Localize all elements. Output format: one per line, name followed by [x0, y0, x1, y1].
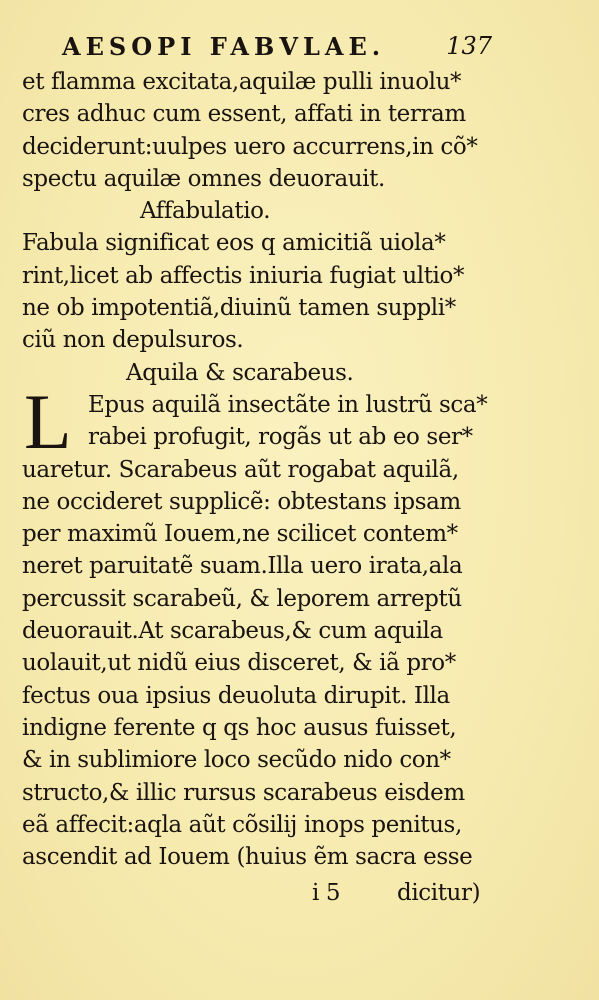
text-line: rint,licet ab affectis iniuria fugiat ultio*	[22, 262, 465, 289]
text-line: deciderunt:uulpes uero accurrens,in cõ*	[22, 133, 478, 160]
text-line-content: Epus aquilã insectãte in lustrũ sca*	[88, 391, 488, 418]
text-line: fectus oua ipsius deuoluta dirupit. Illa	[22, 682, 450, 709]
text-line: eã affecit:aqla aũt cõsilij inops penitus,	[22, 811, 462, 838]
text-line: rabei profugit, rogãs ut ab eo ser*	[88, 424, 473, 451]
text-line: indigne ferente q qs hoc ausus fuisset,	[22, 714, 457, 741]
page-number: 137	[446, 32, 492, 60]
signature-mark: i 5	[312, 880, 341, 907]
text-line: Fabula significat eos q amicitiã uiola*	[22, 230, 446, 257]
page-footer	[22, 877, 492, 909]
drop-cap: L	[24, 377, 72, 465]
text-line: per maximũ Iouem,ne scilicet contem*	[22, 521, 458, 548]
text-line: ne ob impotentiã,diuinũ tamen suppli*	[22, 295, 456, 322]
text-line: ciũ non depulsuros.	[22, 327, 244, 354]
text-line: neret paruitatẽ suam.Illa uero irata,ala	[22, 553, 463, 580]
text-line: et flamma excitata,aquilæ pulli inuolu*	[22, 69, 462, 95]
text-line: uolauit,ut nidũ eius disceret, & iã pro*	[22, 650, 456, 677]
text-line: deuorauit.At scarabeus,& cum aquila	[22, 618, 443, 645]
running-title: AESOPI FABVLAE.	[62, 32, 386, 61]
text-line: & in sublimiore loco secũdo nido con*	[22, 747, 451, 774]
page-header	[62, 32, 492, 62]
text-line: spectu aquilæ omnes deuorauit.	[22, 165, 385, 192]
fable-title: Aquila & scarabeus.	[126, 359, 354, 386]
text-line: cres adhuc cum essent, affati in terram	[22, 101, 466, 128]
affabulatio-heading: Affabulatio.	[140, 198, 271, 225]
text-line: uaretur. Scarabeus aũt rogabat aquilã,	[22, 456, 459, 483]
text-line: ne occideret supplicẽ: obtestans ipsam	[22, 488, 461, 515]
body-text	[22, 66, 492, 910]
catchword: dicitur)	[397, 880, 481, 907]
text-line: percussit scarabeũ, & leporem arreptũ	[22, 585, 462, 612]
text-line: structo,& illic rursus scarabeus eisdem	[22, 779, 465, 806]
text-line: ascendit ad Iouem (huius ẽm sacra esse	[22, 844, 473, 871]
